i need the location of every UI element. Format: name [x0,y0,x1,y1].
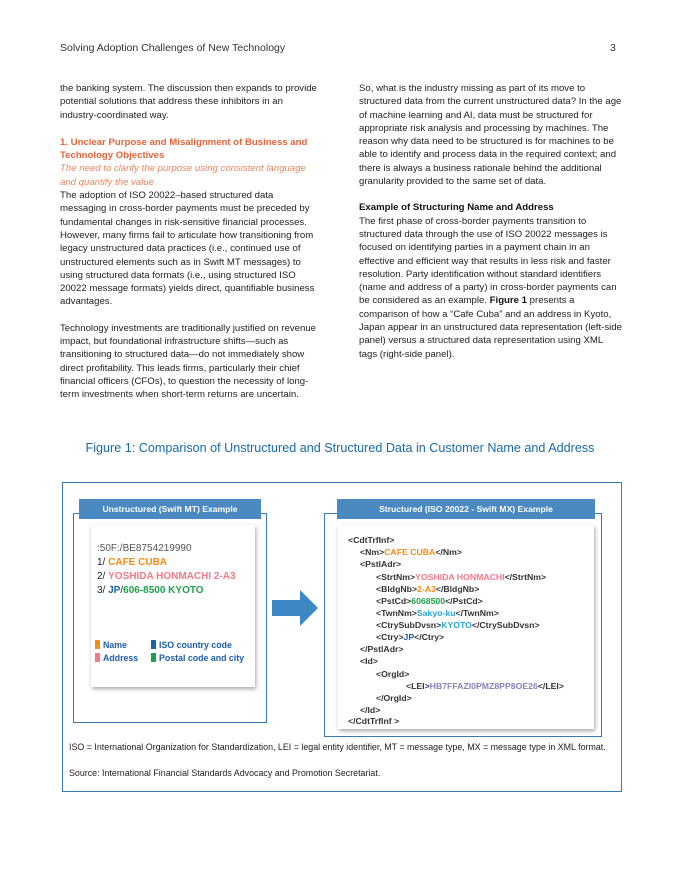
xml-pstcd-value: 6068500 [411,596,446,606]
xml-bldgnb-value: 2-A3 [417,584,436,594]
line-3-country: JP [108,585,121,596]
body-paragraph-2: Technology investments are traditionally justified on revenue impact, but foundational infrastructure shifts—such as transitioning to structured data—do not immediately show direct profitability. This leads firms, particularly their chief financial officers (CFOs), to question the necessity of long-term investments when short-term returns are uncertain. [60,322,316,401]
legend-name-label: Name [103,640,127,650]
right-paragraph-2 [359,215,623,361]
structured-card [338,525,594,729]
legend-iso-label: ISO country code [159,640,232,650]
unstructured-panel-tab: Unstructured (Swift MT) Example [79,499,261,519]
legend-name [95,640,127,650]
xml-lei-open: <LEI> [406,681,430,691]
xml-pstladr-close: </PstlAdr> [360,644,404,654]
xml-orgid-close: </OrgId> [376,693,412,703]
xml-ctry-close: </Ctry> [414,632,445,642]
xml-bldgnb [376,584,479,594]
page-number: 3 [610,42,616,54]
para2-text-b: presents a comparison of how a “Cafe Cuba” and an address in Kyoto, Japan appear in an unstructured data representation (left-side panel) versus a structured data representation using XML tags (right-side panel). [359,295,622,360]
legend-address-label: Address [103,653,139,663]
xml-cdtrtrfinf-close: </CdtTrfInf > [348,716,400,726]
section-subheading: The need to clarify the purpose using consistent language and quantify the value [60,163,306,188]
xml-pstcd-open: <PstCd> [376,596,412,606]
figure-reference-link[interactable]: Figure 1 [489,295,527,307]
right-paragraph-1: So, what is the industry missing as part of its move to structured data from the current unstructured data? In the age of machine learning and AI, data must be structured for appropriate risk analysis and processing by machines. The reason why data need to be structured is for machines to be able to identify and process data in the required context; and there is always a business rationale behind the additional granularity provided to the same set of data. [359,83,622,188]
swift-line-3 [97,585,204,596]
figure-source-note: Source: International Financial Standards Advocacy and Promotion Secretariat. [69,768,381,778]
legend-swatch-green [151,653,156,662]
xml-id-open: <Id> [360,656,378,666]
figure-abbreviations-note: ISO = International Organization for Standardization, LEI = legal entity identifier, MT = message type, MX = message type in XML format. [69,742,606,752]
xml-twnnm-open: <TwnNm> [376,608,417,618]
legend-address [95,653,138,663]
legend-postal [151,653,244,663]
xml-twnnm-close: </TwnNm> [455,608,499,618]
xml-ctrysubdvsn-close: </CtrySubDvsn> [471,620,540,630]
xml-nm-open: <Nm> [360,547,385,557]
running-header-title: Solving Adoption Challenges of New Technology [60,42,286,54]
xml-ctry-value: JP [403,632,415,642]
figure-title: Figure 1: Comparison of Unstructured and Structured Data in Customer Name and Address [85,441,595,455]
left-column [60,82,322,402]
line-3-slash: / [120,585,124,596]
xml-strtnm-open: <StrtNm> [376,572,416,582]
xml-lei [406,681,564,691]
xml-ctrysubdvsn [376,620,540,630]
xml-strtnm-value: YOSHIDA HONMACHI [415,572,505,582]
structured-panel-tab: Structured (ISO 20022 - Swift MX) Example [337,499,595,519]
xml-ctrysubdvsn-open: <CtrySubDvsn> [376,620,442,630]
xml-strtnm [376,572,546,582]
xml-bldgnb-open: <BldgNb> [376,584,418,594]
xml-ctry-open: <Ctry> [376,632,404,642]
body-paragraph-1: The adoption of ISO 20022–based structured data messaging in cross-border payments must be preceded by fundamental changes in risk-sensitive financial processes. However, many firms fail to articulate how transitioning from legacy unstructured data practices (i.e., continued use of unstructured elements such as in Swift MT messages) to using structured data formats (i.e., using structured ISO 20022 message formats) yields direct, quantifiable business advantages. [60,190,315,308]
xml-orgid-open: <OrgId> [376,669,410,679]
xml-nm [360,547,462,557]
xml-lei-close: </LEI> [537,681,564,691]
line-1-name: CAFE CUBA [108,557,168,568]
xml-nm-close: </Nm> [435,547,462,557]
example-heading: Example of Structuring Name and Address [359,202,554,214]
unstructured-card [91,525,255,687]
figure-frame [62,482,622,792]
legend-iso-country [151,640,232,650]
xml-strtnm-close: </StrtNm> [504,572,547,582]
legend-postal-label: Postal code and city [159,653,245,663]
xml-pstcd-close: </PstCd> [445,596,483,606]
legend-swatch-blue [151,640,156,649]
swift-line-2 [97,571,236,582]
section-heading: 1. Unclear Purpose and Misalignment of Business and Technology Objectives [60,136,308,162]
line-3-postal: 606-8500 KYOTO [123,585,204,596]
xml-bldgnb-close: </BldgNb> [435,584,480,594]
xml-id-close: </Id> [360,705,381,715]
right-arrow-icon [272,590,320,626]
xml-cdtrtrfinf-open: <CdtTrfInf> [348,535,395,545]
para2-text-a: The first phase of cross-border payments transition to structured data through the use of ISO 20022 messages is focused on identifying parties in a payment chain in an effective and efficient way that results in less risk and faster resolution. Party identification without standard identifiers (name and address of a party) in cross-border payments can be considered as an example. [359,215,617,307]
xml-pstladr-open: <PstlAdr> [360,559,402,569]
swift-field-code: :50F:/BE8754219990 [97,543,192,554]
xml-lei-value: HB7FFAZI0PMZ8PP8OE26 [429,681,538,691]
right-column [359,82,623,361]
line-2-address: YOSHIDA HONMACHI 2-A3 [108,571,236,582]
xml-ctrysubdvsn-value: KYOTO [441,620,472,630]
xml-ctry [376,632,444,642]
intro-paragraph: the banking system. The discussion then expands to provide potential solutions that address these inhibitors in an industry-coordinated way. [60,83,317,121]
xml-twnnm-value: Sakyo-ku [416,608,456,618]
xml-nm-value: CAFE CUBA [384,547,436,557]
line-2-prefix: 2/ [97,571,109,582]
line-3-prefix: 3/ [97,585,109,596]
legend-swatch-orange [95,640,100,649]
xml-twnnm [376,608,499,618]
line-1-prefix: 1/ [97,557,109,568]
xml-pstcd [376,596,483,606]
swift-line-1 [97,557,167,568]
legend-swatch-pink [95,653,100,662]
